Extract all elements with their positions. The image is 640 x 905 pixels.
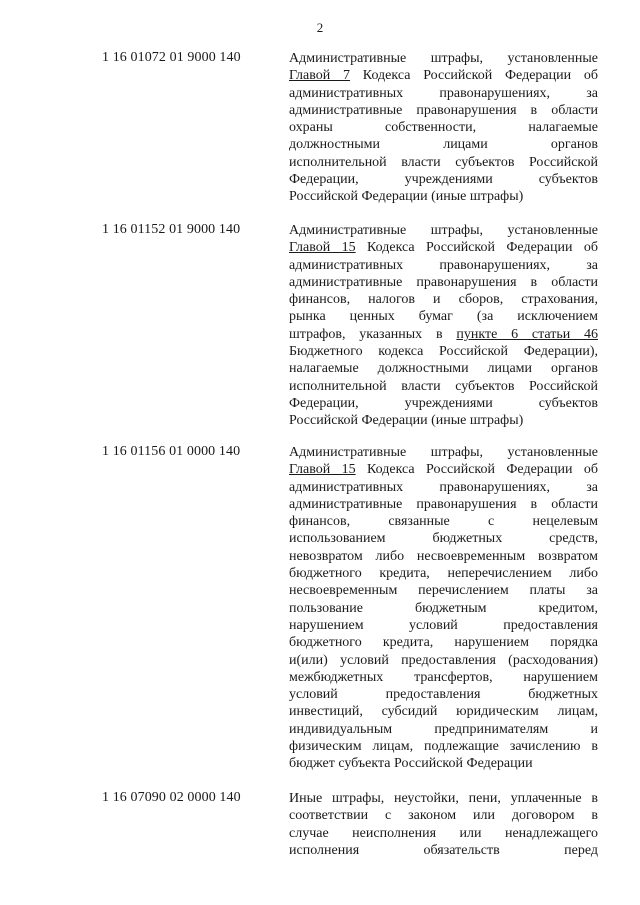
income-description <box>289 444 598 773</box>
description-line: исполнительной власти субъектов Российской <box>289 378 598 394</box>
description-line: Федерации, учреждениями субъектов <box>289 172 598 188</box>
legal-reference-link: Главой 15 <box>289 240 356 256</box>
description-line: административных правонарушениях, за <box>289 479 598 495</box>
description-line: исполнения обязательств перед <box>289 842 598 858</box>
description-line: исполнительной власти субъектов Российской <box>289 154 598 170</box>
description-line: бюджет субъекта Российской Федерации <box>289 756 533 772</box>
description-line: рынка ценных бумаг (за исключением <box>289 309 598 325</box>
income-description <box>289 790 598 859</box>
description-line: должностными лицами органов <box>289 137 598 153</box>
description-line: несвоевременным перечислением платы за <box>289 583 598 599</box>
description-line: бюджетного кредита, неперечислением либо <box>289 566 598 582</box>
page-number: 2 <box>316 20 324 35</box>
legal-reference-link: пункте 6 статьи 46 <box>456 326 598 342</box>
description-line: бюджетного кредита, нарушением порядка <box>289 635 598 651</box>
description-text: штрафов, указанных в <box>289 326 457 342</box>
description-line <box>289 67 598 84</box>
description-line <box>289 239 598 256</box>
description-line: невозвратом либо несвоевременным возвратом <box>289 548 598 564</box>
description-line: Российской Федерации (иные штрафы) <box>289 189 524 205</box>
description-line: Административные штрафы, установленные <box>289 445 598 460</box>
description-line: Российской Федерации (иные штрафы) <box>289 413 524 429</box>
description-line: соответствии с законом или договором в <box>289 808 598 824</box>
description-line: финансов, связанные с нецелевым <box>289 514 598 530</box>
description-line: охраны собственности, налагаемые <box>289 120 598 136</box>
description-line: налагаемые должностными лицами органов <box>289 361 598 377</box>
description-line: Административные штрафы, установленные <box>289 51 598 66</box>
income-description <box>289 222 598 430</box>
description-line: Бюджетного кодекса Российской Федерации), <box>289 344 598 360</box>
classification-code: 1 16 01072 01 9000 140 <box>102 50 241 65</box>
description-line: административные правонарушения в области <box>289 496 598 512</box>
description-line: использованием бюджетных средств, <box>289 531 598 547</box>
description-line: административные правонарушения в области <box>289 274 598 290</box>
legal-reference-link: Главой 15 <box>289 462 356 478</box>
description-line: Иные штрафы, неустойки, пени, уплаченные в <box>289 791 598 806</box>
description-line: индивидуальным предпринимателям и <box>289 721 598 737</box>
description-line: случае неисполнения или ненадлежащего <box>289 825 598 841</box>
description-line: нарушением условий предоставления <box>289 617 598 633</box>
classification-code: 1 16 07090 02 0000 140 <box>102 790 241 805</box>
description-line: пользование бюджетным кредитом, <box>289 600 598 616</box>
income-description <box>289 50 598 206</box>
description-line: Федерации, учреждениями субъектов <box>289 395 598 411</box>
description-line: финансов, налогов и сборов, страхования, <box>289 292 598 308</box>
description-line: Административные штрафы, установленные <box>289 223 598 238</box>
description-line: административные правонарушения в области <box>289 102 598 118</box>
description-line: и(или) условий предоставления (расходования) <box>289 652 598 668</box>
description-line <box>289 461 598 478</box>
description-line: межбюджетных трансфертов, нарушением <box>289 669 598 685</box>
legal-reference-link: Главой 7 <box>289 68 351 84</box>
description-line: условий предоставления бюджетных <box>289 687 598 703</box>
description-line <box>289 326 598 343</box>
description-line: физическим лицам, подлежащие зачислению в <box>289 739 598 755</box>
description-text: Кодекса Российской Федерации об <box>355 462 598 478</box>
description-line: административных правонарушениях, за <box>289 85 598 101</box>
description-text: Кодекса Российской Федерации об <box>355 240 598 256</box>
description-text: Кодекса Российской Федерации об <box>350 68 598 84</box>
description-line: инвестиций, субсидий юридическим лицам, <box>289 704 598 720</box>
classification-code: 1 16 01156 01 0000 140 <box>102 444 241 459</box>
description-line: административных правонарушениях, за <box>289 257 598 273</box>
classification-code: 1 16 01152 01 9000 140 <box>102 222 241 237</box>
